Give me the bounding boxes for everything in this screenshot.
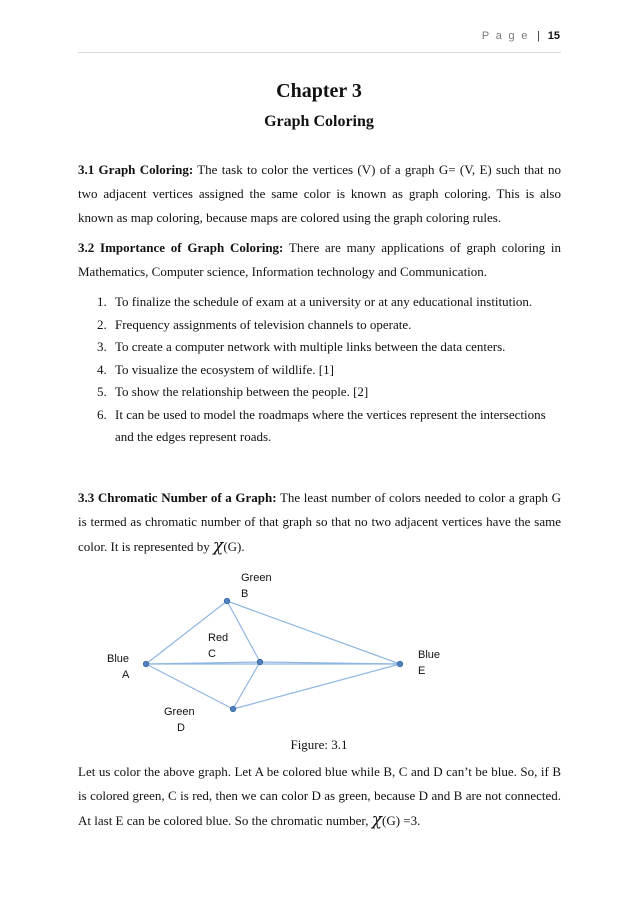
vertex-b-letter: B	[241, 588, 249, 600]
vertex-a-color: Blue	[107, 653, 130, 665]
section-3-1-heading: 3.1 Graph Coloring:	[78, 162, 194, 177]
page-number-header	[482, 30, 560, 42]
vertex-d-letter: D	[177, 722, 185, 734]
list-item-number: 2.	[97, 316, 107, 332]
vertex-b-color: Green	[241, 572, 272, 584]
vertex-d-label	[164, 704, 195, 736]
list-item	[78, 336, 561, 359]
chi-symbol: χ	[213, 536, 224, 556]
vertex-a	[143, 661, 149, 667]
chapter-title: Chapter 3	[276, 80, 362, 102]
vertex-a-letter: A	[122, 669, 130, 681]
chi-symbol: χ	[371, 810, 383, 830]
page-word: P a g e	[481, 30, 530, 42]
section-3-1-paragraph	[78, 158, 561, 230]
vertex-e-color: Blue	[418, 649, 441, 661]
section-3-2-heading: 3.2 Importance of Graph Coloring:	[78, 240, 284, 255]
closing-text-end: (G) =3.	[382, 813, 421, 828]
page-separator: |	[537, 30, 540, 42]
list-item-number: 6.	[97, 406, 107, 422]
chapter-subtitle: Graph Coloring	[264, 113, 374, 130]
edge-b-e	[227, 601, 400, 664]
list-item-text: To show the relationship between the people. [2]	[115, 384, 369, 399]
closing-paragraph	[78, 760, 561, 833]
edge-c-d	[233, 662, 260, 709]
vertex-e-label	[418, 647, 440, 679]
vertex-b	[224, 598, 230, 604]
section-3-3-text-end: (G).	[223, 539, 245, 554]
vertex-c	[257, 659, 263, 665]
vertex-c-label	[208, 630, 228, 662]
vertex-a-label	[107, 651, 129, 683]
vertex-c-letter: C	[208, 648, 216, 660]
list-item	[78, 314, 561, 337]
list-item-text: To create a computer network with multiple links between the data centers.	[115, 339, 506, 354]
section-3-3-text: The least number of colors needed to color a graph G is termed as chromatic number of that graph so that no two adjacent vertices have the same color. It is represented by	[78, 490, 561, 554]
list-item-number: 5.	[97, 384, 107, 399]
vertex-e	[397, 661, 403, 667]
vertex-d	[230, 706, 236, 712]
section-3-3-heading: 3.3 Chromatic Number of a Graph:	[78, 490, 277, 505]
edge-b-c	[227, 601, 260, 662]
section-3-3-paragraph	[78, 486, 561, 559]
page-number: 15	[547, 30, 560, 42]
list-item	[78, 381, 561, 404]
list-item	[78, 404, 561, 449]
vertex-d-color: Green	[164, 706, 195, 718]
vertex-b-label	[241, 570, 272, 602]
header-divider	[78, 52, 561, 53]
edge-d-e	[233, 664, 400, 709]
list-item	[78, 359, 561, 382]
graph-diagram	[0, 560, 638, 740]
list-item-text: To finalize the schedule of exam at a university or at any educational institution.	[115, 294, 533, 309]
figure-caption: Figure: 3.1	[290, 737, 348, 752]
vertex-e-letter: E	[418, 665, 426, 677]
list-item	[78, 291, 561, 314]
graph-figure	[0, 560, 638, 740]
vertex-c-color: Red	[208, 632, 229, 644]
list-item-number: 4.	[97, 361, 107, 377]
applications-list	[78, 291, 561, 449]
list-item-number: 3.	[97, 339, 107, 354]
list-item-text: Frequency assignments of television channels to operate.	[115, 316, 412, 332]
edge-a-d	[146, 664, 233, 709]
section-3-2-text: There are many applications of graph coloring in Mathematics, Computer science, Information technology and Communication.	[78, 240, 561, 279]
section-3-2-paragraph	[78, 236, 561, 284]
closing-text: Let us color the above graph. Let A be colored blue while B, C and D can’t be blue. So, if B is colored green, C is red, then we can color D as green, because D and B are not connected. At last E can be colored blue. So the chromatic number,	[78, 764, 561, 828]
section-3-1-text: The task to color the vertices (V) of a graph G= (V, E) such that no two adjacent vertices assigned the same color is known as graph coloring. This is also known as map coloring, because maps are colored using the graph coloring rules.	[78, 162, 561, 225]
list-item-number: 1.	[97, 294, 107, 309]
list-item-text: It can be used to model the roadmaps where the vertices represent the intersections and the edges represent roads.	[115, 406, 546, 444]
list-item-text: To visualize the ecosystem of wildlife. [1]	[115, 361, 334, 377]
